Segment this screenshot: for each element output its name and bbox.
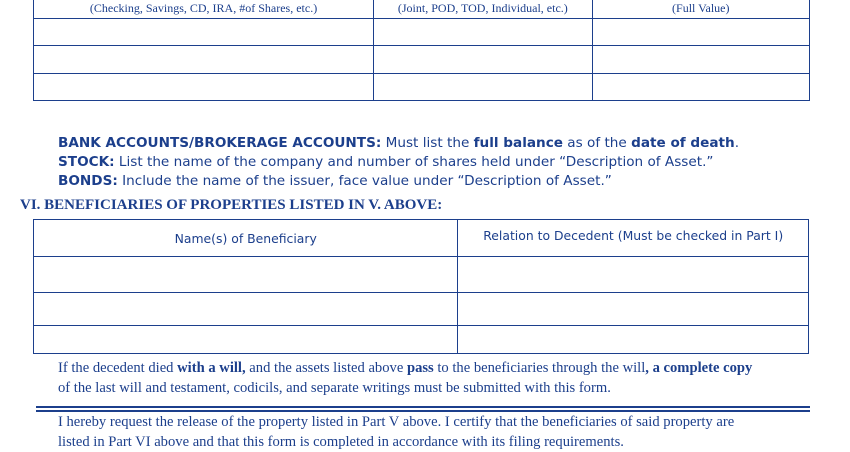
bonds-note [58,172,838,191]
request-line-2: listed in Part VI above and that this form is completed in accordance with its filing requirements. [58,434,624,450]
value-cell[interactable] [592,74,809,101]
will-text: to the beneficiaries through the will [433,360,646,376]
ownership-type-cell[interactable] [374,74,592,101]
bank-accounts-text: as of the [562,135,632,151]
stock-text: List the name of the company and number of shares held under “Description of Asset.” [114,154,714,170]
ownership-type-note [374,0,592,19]
ownership-type-cell[interactable] [374,19,592,46]
beneficiary-name-cell[interactable] [34,257,458,293]
table-row [34,74,810,101]
will-text: If the decedent died [58,360,178,376]
value-note-text: (Full Value) [672,1,730,15]
beneficiary-name-cell[interactable] [34,293,458,326]
will-line-2: of the last will and testament, codicils, and separate writings must be submitted with this form. [58,380,611,396]
with-a-will-text: with a will, [177,360,246,376]
assets-table-header-row [34,0,810,19]
asset-description-note-text: (Checking, Savings, CD, IRA, #of Shares, etc.) [89,1,318,15]
relation-cell[interactable] [458,293,809,326]
request-line-1: I hereby request the release of the property listed in Part V above. I certify that the beneficiaries of said property are [58,414,735,430]
asset-description-cell[interactable] [34,74,374,101]
relation-header [458,220,809,257]
will-text: and the assets listed above [245,360,407,376]
ownership-type-note-text: (Joint, POD, TOD, Individual, etc.) [397,1,568,15]
ownership-type-cell[interactable] [374,46,592,74]
asset-description-cell[interactable] [34,46,374,74]
bank-accounts-note [58,134,838,153]
relation-cell[interactable] [458,257,809,293]
full-balance-text: full balance [473,135,563,151]
value-cell[interactable] [592,19,809,46]
bonds-label: BONDS: [58,173,118,189]
asset-description-note [34,0,374,19]
request-paragraph [58,412,850,452]
will-text: , a [645,360,664,376]
asset-description-cell[interactable] [34,19,374,46]
divider-top [36,406,810,408]
stock-note [58,153,838,172]
relation-cell[interactable] [458,326,809,354]
will-paragraph [58,358,848,398]
table-row [34,257,809,293]
stock-label: STOCK: [58,154,115,170]
bank-accounts-label: BANK ACCOUNTS/BROKERAGE ACCOUNTS: [58,135,382,151]
value-cell[interactable] [592,46,809,74]
date-of-death-text: date of death [631,135,735,151]
will-line-1 [58,358,848,378]
pass-text: pass [406,360,434,376]
table-row [34,19,810,46]
bonds-text: Include the name of the issuer, face value under “Description of Asset.” [117,173,612,189]
bank-accounts-text: Must list the [381,135,474,151]
section-vi-title: VI. BENEFICIARIES OF PROPERTIES LISTED IN V. ABOVE: [20,197,443,213]
beneficiaries-header-row [34,220,809,257]
table-row [34,293,809,326]
complete-copy-text: complete copy [663,360,753,376]
beneficiary-name-cell[interactable] [34,326,458,354]
table-row [34,46,810,74]
table-row [34,326,809,354]
account-notes [58,134,838,191]
value-note [592,0,809,19]
assets-table [33,0,810,101]
beneficiary-name-header [34,220,458,257]
relation-header-text: Relation to Decedent (Must be checked in Part I) [483,228,784,243]
beneficiaries-table [33,219,809,354]
bank-accounts-text: . [734,135,740,151]
beneficiary-name-header-text: Name(s) of Beneficiary [174,230,317,246]
